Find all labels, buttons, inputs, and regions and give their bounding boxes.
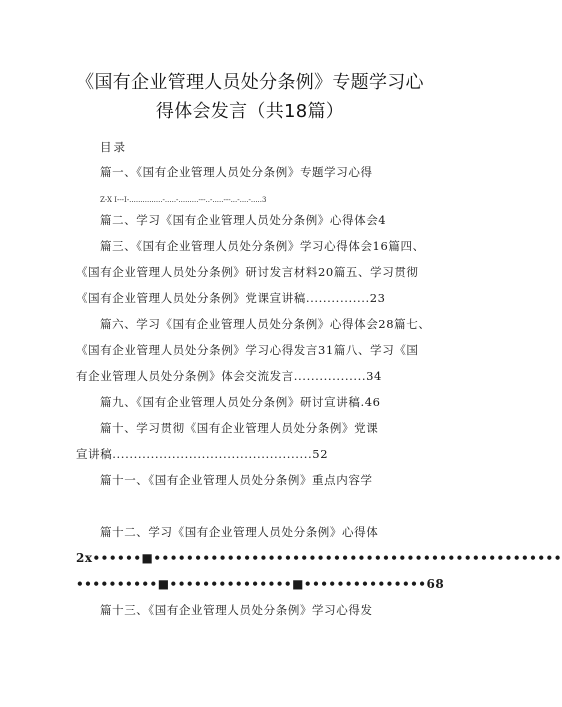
toc-entry-13[interactable]: 篇十三、《国有企业管理人员处分条例》学习心得发 <box>100 603 373 617</box>
toc-entry-8[interactable]: 有企业管理人员处分条例》体会交流发言.................34 <box>76 369 382 383</box>
toc-entry-5[interactable]: 《国有企业管理人员处分条例》党课宣讲稿...............23 <box>76 291 386 305</box>
title-line-1: 《国有企业管理人员处分条例》专题学习心 <box>76 72 424 93</box>
toc-entry-7[interactable]: 《国有企业管理人员处分条例》学习心得发言31篇八、学习《国 <box>76 343 419 357</box>
toc-entry-2[interactable]: 篇二、学习《国有企业管理人员处分条例》心得体会4 <box>100 213 387 227</box>
document-title <box>60 68 440 126</box>
toc-entry-12-leader-2: ••••••••••■•••••••••••••••■•••••••••••••••68 <box>76 577 445 591</box>
toc-heading: 目录 <box>100 140 127 154</box>
toc-entry-3[interactable]: 篇三、《国有企业管理人员处分条例》学习心得体会16篇四、 <box>100 239 425 253</box>
toc-entry-1[interactable]: 篇一、《国有企业管理人员处分条例》专题学习心得 <box>100 165 373 179</box>
toc-entry-6[interactable]: 篇六、学习《国有企业管理人员处分条例》心得体会28篇七、 <box>100 317 431 331</box>
toc-entry-11[interactable]: 篇十一、《国有企业管理人员处分条例》重点内容学 <box>100 473 373 487</box>
toc-entry-4[interactable]: 《国有企业管理人员处分条例》研讨发言材料20篇五、学习贯彻 <box>76 265 419 279</box>
title-line-2: 得体会发言（共18篇） <box>155 101 345 122</box>
toc-entry-12-leader-1: 2x••••••■•••••••••••••••••••••••••••••••••••••••••••••••••• <box>76 551 562 565</box>
toc-entry-10-cont[interactable]: 宣讲稿...............................................52 <box>76 447 329 461</box>
toc-entry-1-leader: Z-X I---I-...............-.....-.........---..-.....---...-....-.....3 <box>100 196 267 204</box>
toc-entry-12[interactable]: 篇十二、学习《国有企业管理人员处分条例》心得体 <box>100 525 379 539</box>
toc-entry-9[interactable]: 篇九、《国有企业管理人员处分条例》研讨宣讲稿.46 <box>100 395 381 409</box>
toc-entry-10[interactable]: 篇十、学习贯彻《国有企业管理人员处分条例》党课 <box>100 421 379 435</box>
